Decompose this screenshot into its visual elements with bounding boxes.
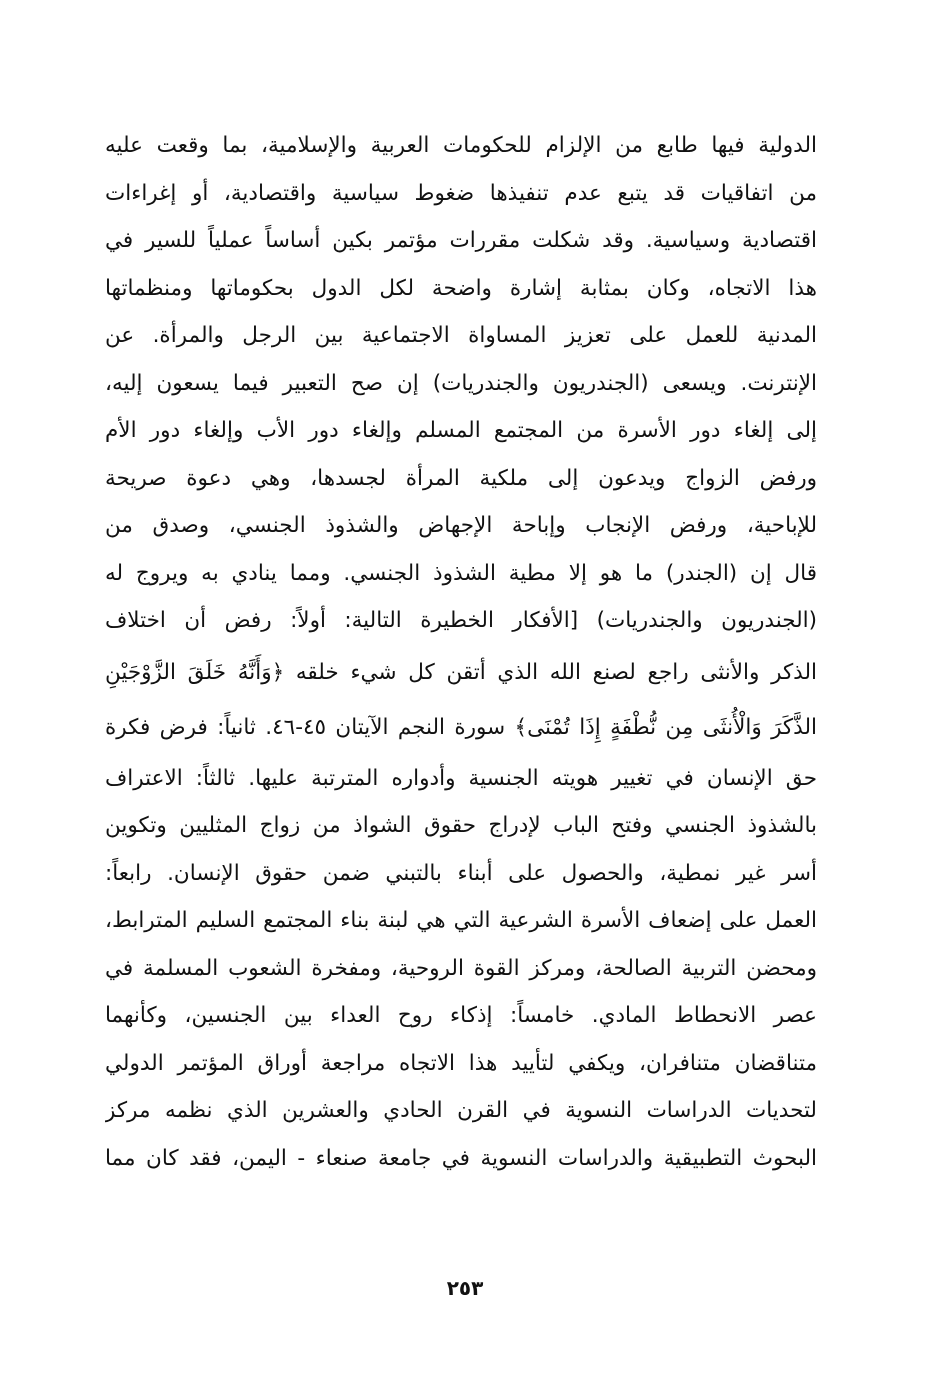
text-line-11: (الجندريون والجندريات) [الأفكار الخطيرة التالية: أولاً: رفض أن اختلاف (105, 608, 817, 633)
text-line-14: حق الإنسان في تغيير هويته الجنسية وأدواره المترتبة عليها. ثالثاً: الاعتراف (105, 765, 817, 791)
text-line-17: العمل على إضعاف الأسرة الشرعية التي هي لبنة بناء المجتمع السليم المترابط، (105, 908, 817, 933)
text-line-15: بالشذوذ الجنسي وفتح الباب لإدراج حقوق الشواذ من زواج المثليين وتكوين (105, 813, 817, 838)
text-line-2: من اتفاقيات قد يتبع عدم تنفيذها ضغوط سياسية واقتصادية، أو إغراءات (105, 180, 817, 206)
text-line-13-quran-verse: الذَّكَرَ وَالْأُنثَى مِن نُّطْفَةٍ إِذَا تُمْنَى﴾ سورة النجم الآيتان ٤٥-٤٦. ثانياً: فرض فكرة (105, 714, 817, 740)
page-number: ٢٥٣ (446, 1276, 484, 1300)
text-line-1: الدولية فيها طابع من الإلزام للحكومات العربية والإسلامية، بما وقعت عليه (105, 133, 817, 158)
text-line-18: ومحضن التربية الصالحة، ومركز القوة الروحية، ومفخرة الشعوب المسلمة في (105, 955, 817, 981)
text-line-16: أسر غير نمطية، والحصول على أبناء بالتبني ضمن حقوق الإنسان. رابعاً: (105, 860, 817, 886)
text-line-6: الإنترنت. ويسعى (الجندريون والجندريات) إن صح التعبير فيما يسعون إليه، (105, 370, 817, 396)
text-line-12-quran-verse: الذكر والأنثى راجع لصنع الله الذي أتقن كل شيء خلقه ﴿وَأَنَّهُ خَلَقَ الزَّوْجَيْنِ (105, 659, 817, 685)
text-line-21: لتحديات الدراسات النسوية في القرن الحادي والعشرين الذي نظمه مركز (105, 1098, 817, 1123)
text-line-10: قال إن (الجندر) ما هو إلا مطية الشذوذ الجنسي. ومما ينادي به ويروج له (105, 560, 817, 586)
body-paragraph (105, 122, 817, 1182)
text-line-22: البحوث التطبيقية والدراسات النسوية في جامعة صنعاء - اليمن، فقد كان مما (105, 1145, 817, 1171)
text-line-4: هذا الاتجاه، وكان بمثابة إشارة واضحة لكل الدول بحكوماتها ومنظماتها (105, 275, 817, 301)
text-line-3: اقتصادية وسياسية. وقد شكلت مقررات مؤتمر بكين أساساً عملياً للسير في (105, 228, 817, 253)
text-line-20: متناقضان متنافران، ويكفي لتأييد هذا الاتجاه مراجعة أوراق المؤتمر الدولي (105, 1050, 817, 1076)
text-line-5: المدنية للعمل على تعزيز المساواة الاجتماعية بين الرجل والمرأة. عن (105, 323, 817, 348)
text-line-7: إلى إلغاء دور الأسرة من المجتمع المسلم وإلغاء دور الأب وإلغاء دور الأم (105, 418, 817, 443)
text-line-9: للإباحية، ورفض الإنجاب وإباحة الإجهاض والشذوذ الجنسي، وصدق من (105, 513, 817, 538)
text-line-8: ورفض الزواج ويدعون إلى ملكية المرأة لجسدها، وهي دعوة صريحة (105, 465, 817, 491)
text-line-19: عصر الانحطاط المادي. خامساً: إذكاء روح العداء بين الجنسين، وكأنهما (105, 1003, 817, 1028)
